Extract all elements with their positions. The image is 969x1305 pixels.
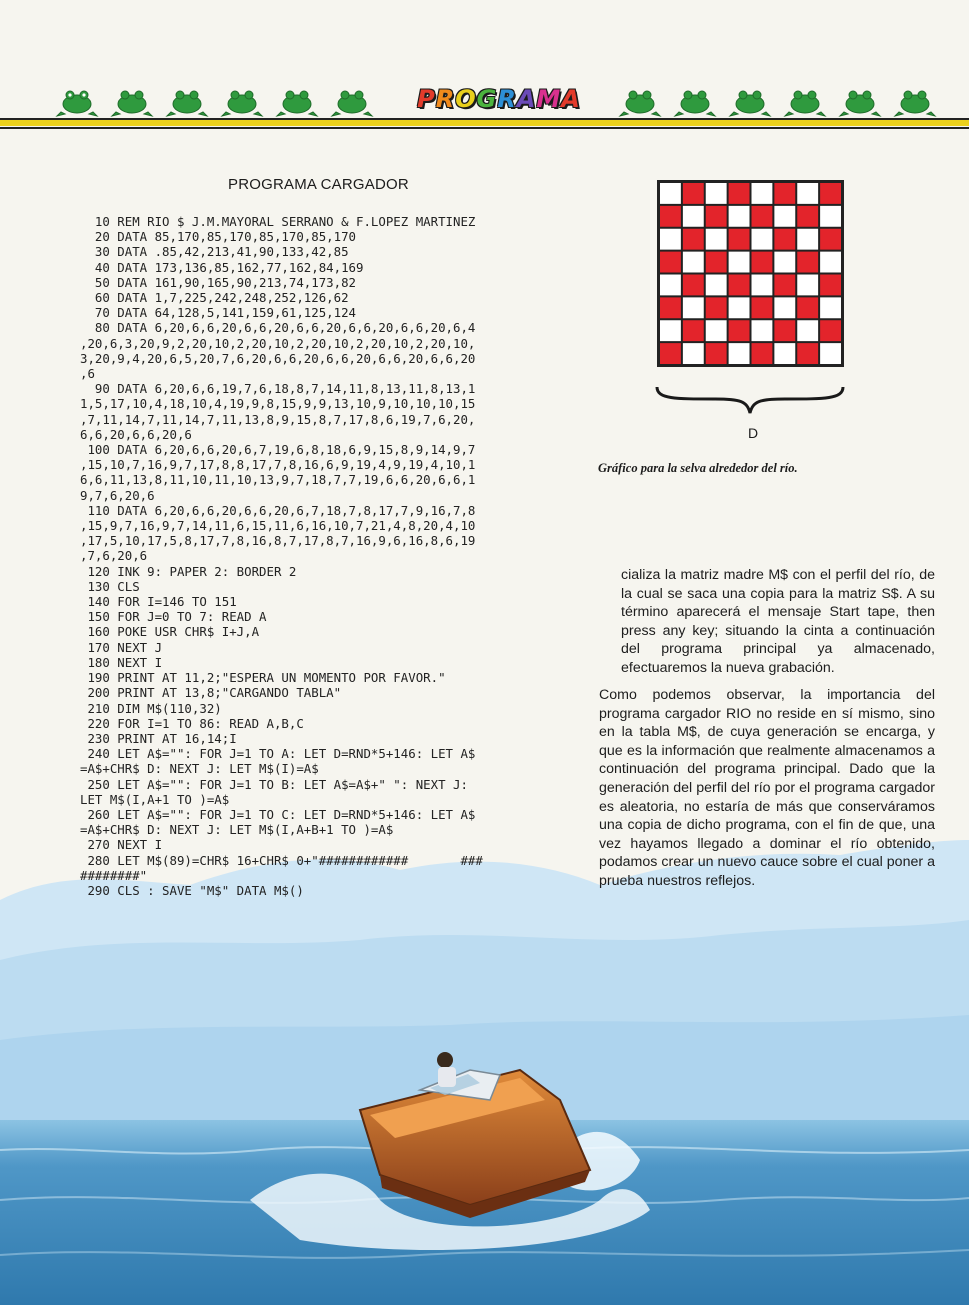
code-line: 20 DATA 85,170,85,170,85,170,85,170 <box>80 229 357 245</box>
grid-cell <box>683 206 704 227</box>
code-line: 280 LET M$(89)=CHR$ 16+CHR$ 0+"############ ### <box>80 852 483 868</box>
code-line: ,15,10,7,16,9,7,17,8,8,17,7,8,16,6,9,19,4,9,19,4,10,1 <box>80 457 476 473</box>
code-line: ,6 <box>80 366 95 382</box>
grid-cell <box>729 252 750 273</box>
grid-cell <box>683 320 704 341</box>
grid-cell <box>797 206 818 227</box>
grid-cell <box>752 252 773 273</box>
grid-cell <box>774 183 795 204</box>
title-letter: G <box>476 85 498 113</box>
code-line: 6,6,11,13,8,11,10,11,10,13,9,7,18,7,7,19,6,6,20,6,6,1 <box>80 472 476 488</box>
grid-cell <box>706 297 727 318</box>
grid-cell <box>683 183 704 204</box>
code-line: 270 NEXT I <box>80 837 163 853</box>
grid-cell <box>706 183 727 204</box>
udg-grid-figure <box>657 180 844 367</box>
grid-cell <box>820 229 841 250</box>
grid-cell <box>729 343 750 364</box>
grid-cell <box>752 297 773 318</box>
title-letter: R <box>435 85 456 113</box>
frog-row-left-icon <box>55 84 385 116</box>
grid-cell <box>820 275 841 296</box>
grid-cell <box>752 275 773 296</box>
grid-cell <box>774 275 795 296</box>
grid-cell <box>774 229 795 250</box>
code-line: =A$+CHR$ D: NEXT J: LET M$(I,A+B+1 TO )=A$ <box>80 822 394 838</box>
code-line: 100 DATA 6,20,6,6,20,6,7,19,6,8,18,6,9,15,8,9,14,9,7 <box>80 442 476 458</box>
grid-cell <box>706 206 727 227</box>
grid-cell <box>706 229 727 250</box>
code-line: 210 DIM M$(110,32) <box>80 700 222 716</box>
grid-cell <box>752 183 773 204</box>
grid-cell <box>660 275 681 296</box>
title-letter: O <box>455 85 477 113</box>
code-line: ########" <box>80 867 148 883</box>
grid-cell <box>660 297 681 318</box>
grid-cell <box>752 343 773 364</box>
code-line: 290 CLS : SAVE "M$" DATA M$() <box>80 882 304 898</box>
code-line: 240 LET A$="": FOR J=1 TO A: LET D=RND*5+146: LET A$ <box>80 746 476 762</box>
grid-cell <box>706 343 727 364</box>
section-title-programa <box>410 84 588 114</box>
code-line: 90 DATA 6,20,6,6,19,7,6,18,8,7,14,11,8,13,11,8,13,1 <box>80 381 476 397</box>
grid-cell <box>820 320 841 341</box>
grid-cell <box>660 183 681 204</box>
code-line: 260 LET A$="": FOR J=1 TO C: LET D=RND*5+146: LET A$ <box>80 806 476 822</box>
body-paragraph-2: Como podemos observar, la importancia del programa cargador RIO no reside en sí mismo, sino en la tabla M$, de cuya generación se encarga, y que es la información que realmente almacenamos a continuación del programa principal. Dado que la generación del perfil del río por el programa cargador es aleatoria, no estaría de más que conserváramos una copia de dicho programa, con el fin de que, una vez hayamos llegado a dominar el río obtenido, podamos crear un nuevo cauce sobre el cual poner a prueba nuestros reflejos. <box>599 687 935 889</box>
grid-cell <box>797 320 818 341</box>
code-line: 190 PRINT AT 11,2;"ESPERA UN MOMENTO POR FAVOR." <box>80 670 446 686</box>
code-line: 80 DATA 6,20,6,6,20,6,6,20,6,6,20,6,6,20,6,6,20,6,4 <box>80 320 476 336</box>
code-line: 170 NEXT J <box>80 639 163 655</box>
grid-cell <box>729 320 750 341</box>
code-line: =A$+CHR$ D: NEXT J: LET M$(I)=A$ <box>80 761 319 777</box>
code-line: 50 DATA 161,90,165,90,213,74,173,82 <box>80 274 357 290</box>
grid-cell <box>752 206 773 227</box>
header-rule-bottom <box>0 127 969 129</box>
body-paragraph-1: cializa la matriz madre M$ con el perfil del río, de la cual se saca una copia para la matriz S$. A su término aparecerá el mensaje Start tape, then press any key; situando la cinta a continuación del programa principal ya almacenado, efectuaremos la nueva grabación. <box>621 567 935 676</box>
grid-cell <box>774 252 795 273</box>
code-line: 140 FOR I=146 TO 151 <box>80 594 237 610</box>
grid-cell <box>774 297 795 318</box>
grid-cell <box>660 343 681 364</box>
code-line: 40 DATA 173,136,85,162,77,162,84,169 <box>80 259 364 275</box>
grid-cell <box>774 320 795 341</box>
grid-cell <box>660 229 681 250</box>
grid-cell <box>683 229 704 250</box>
grid-cell <box>820 297 841 318</box>
code-line: 120 INK 9: PAPER 2: BORDER 2 <box>80 563 297 579</box>
grid-cell <box>660 320 681 341</box>
code-line: ,17,5,10,17,5,8,17,7,8,16,8,7,17,8,7,16,9,6,16,8,6,19 <box>80 533 476 549</box>
title-letter: A <box>516 85 537 113</box>
grid-cell <box>729 229 750 250</box>
grid-cell <box>683 252 704 273</box>
grid-cell <box>729 297 750 318</box>
code-line: ,20,6,3,20,9,2,20,10,2,20,10,2,20,10,2,20,10,2,20,10, <box>80 335 476 351</box>
code-line: 30 DATA .85,42,213,41,90,133,42,85 <box>80 244 349 260</box>
basic-listing <box>80 214 565 898</box>
grid-cell <box>706 275 727 296</box>
frog-row-right-icon <box>618 84 948 116</box>
figure-caption: Gráfico para la selva alrededor del río. <box>598 461 798 475</box>
code-line: ,7,11,14,7,11,14,7,11,13,8,9,15,8,7,17,8,6,19,7,6,20, <box>80 411 476 427</box>
grid-cell <box>820 206 841 227</box>
code-line: 220 FOR I=1 TO 86: READ A,B,C <box>80 715 304 731</box>
grid-cell <box>797 275 818 296</box>
code-line: 60 DATA 1,7,225,242,248,252,126,62 <box>80 290 349 306</box>
grid-cell <box>752 229 773 250</box>
code-line: 150 FOR J=0 TO 7: READ A <box>80 609 267 625</box>
grid-cell <box>820 252 841 273</box>
grid-cell <box>683 297 704 318</box>
code-line: LET M$(I,A+1 TO )=A$ <box>80 791 230 807</box>
grid-cell <box>729 275 750 296</box>
grid-cell <box>774 206 795 227</box>
code-line: 70 DATA 64,128,5,141,159,61,125,124 <box>80 305 357 321</box>
title-letter: A <box>561 85 581 113</box>
title-letter: R <box>497 85 517 113</box>
title-letter: P <box>417 85 436 113</box>
grid-cell <box>660 252 681 273</box>
code-line: 250 LET A$="": FOR J=1 TO B: LET A$=A$+" ": NEXT J: <box>80 776 468 792</box>
code-line: 110 DATA 6,20,6,6,20,6,6,20,6,7,18,7,8,17,7,9,16,7,8 <box>80 502 476 518</box>
grid-cell <box>797 343 818 364</box>
code-line: 230 PRINT AT 16,14;I <box>80 730 237 746</box>
grid-cell <box>820 343 841 364</box>
grid-cell <box>797 297 818 318</box>
grid-cell <box>683 275 704 296</box>
grid-cell <box>729 206 750 227</box>
code-line: 160 POKE USR CHR$ I+J,A <box>80 624 260 640</box>
header-rule-yellow <box>0 120 969 126</box>
grid-cell <box>797 229 818 250</box>
grid-cell <box>774 343 795 364</box>
grid-cell <box>820 183 841 204</box>
code-line: 130 CLS <box>80 578 140 594</box>
grid-cell <box>706 320 727 341</box>
grid-cell <box>660 206 681 227</box>
grid-cell <box>752 320 773 341</box>
code-line: 200 PRINT AT 13,8;"CARGANDO TABLA" <box>80 685 342 701</box>
code-line: 9,7,6,20,6 <box>80 487 155 503</box>
code-line: 6,6,20,6,6,20,6 <box>80 426 192 442</box>
title-letter: M <box>536 85 562 113</box>
grid-cell <box>683 343 704 364</box>
code-line: 1,5,17,10,4,18,10,4,19,9,8,15,9,9,13,10,9,10,10,10,15 <box>80 396 476 412</box>
code-line: ,15,9,7,16,9,7,14,11,6,15,11,6,16,10,7,21,4,8,20,4,10 <box>80 518 476 534</box>
grid-cell <box>797 183 818 204</box>
code-line: 3,20,9,4,20,6,5,20,7,6,20,6,6,20,6,6,20,6,6,20,6,6,20 <box>80 350 476 366</box>
brace-icon <box>655 385 845 415</box>
grid-cell <box>706 252 727 273</box>
listing-title: PROGRAMA CARGADOR <box>228 176 409 193</box>
code-line: ,7,6,20,6 <box>80 548 148 564</box>
grid-cell <box>797 252 818 273</box>
figure-label: D <box>748 425 759 441</box>
code-line: 10 REM RIO $ J.M.MAYORAL SERRANO & F.LOPEZ MARTINEZ <box>80 214 476 229</box>
grid-cell <box>729 183 750 204</box>
code-line: 180 NEXT I <box>80 654 163 670</box>
